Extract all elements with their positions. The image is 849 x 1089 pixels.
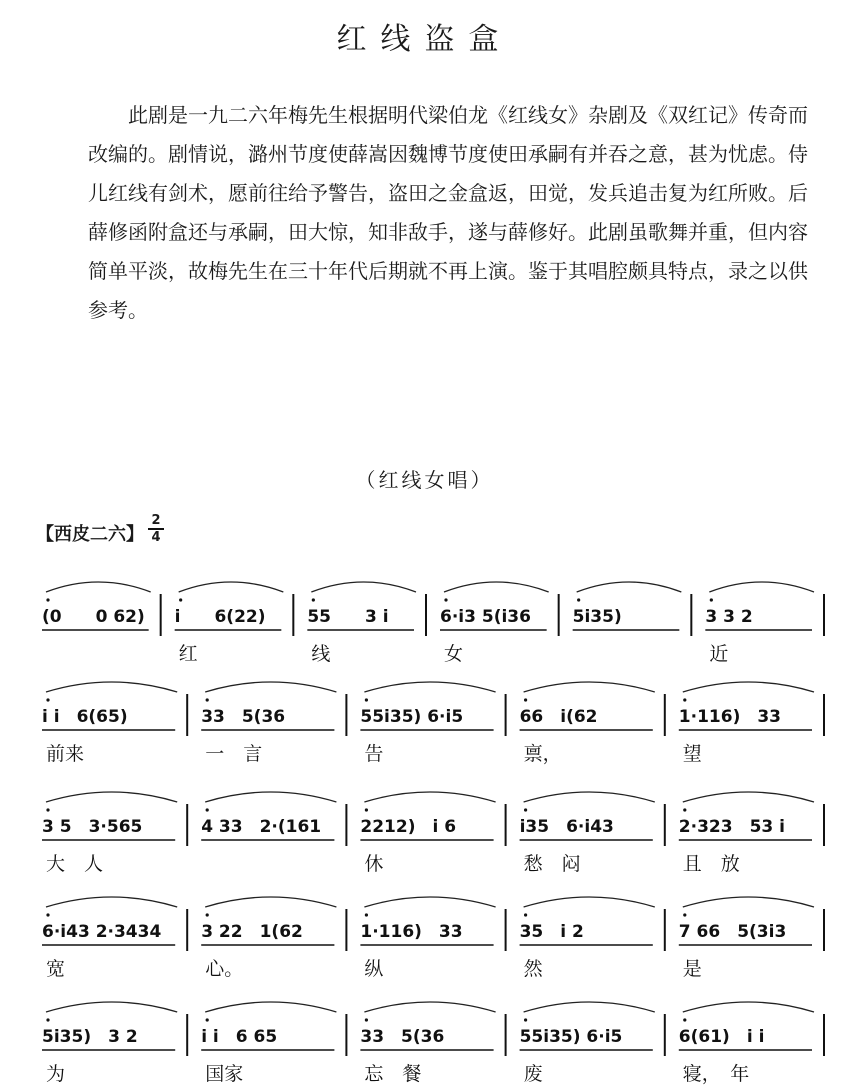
note-group: 6·i43 2·3434 bbox=[42, 922, 162, 942]
note-group: 2212) i 6 bbox=[360, 817, 457, 837]
intro-text: 此剧是一九二六年梅先生根据明代梁伯龙《红线女》杂剧及《双红记》传奇而改编的。剧情说，潞州节度使薛嵩因魏博节度使田承嗣有并吞之意，甚为忧虑。侍儿红线有剑术，愿前往给予警告，盗田之金盒返，田觉，发兵追击复为红所败。后薛修函附盒还与承嗣，田大惊，知非敌手，遂与薛修好。此剧虽歌舞并重，但内容简单平淡，故梅先生在三十年代后期就不再上演。鉴于其唱腔颇具特点，录之以供参考。 bbox=[88, 103, 808, 322]
note-group: 33 5(36 bbox=[360, 1027, 445, 1047]
slur-mark bbox=[524, 1002, 655, 1012]
slur-mark bbox=[683, 897, 814, 907]
page-title: 红线盗盒 bbox=[336, 22, 513, 57]
octave-dot bbox=[365, 698, 368, 701]
slur-mark bbox=[577, 582, 682, 592]
note-group: 3 22 1(62 bbox=[201, 922, 303, 942]
note-group: 6·i3 5(i36 bbox=[440, 607, 531, 627]
octave-dot bbox=[206, 913, 209, 916]
octave-dot bbox=[683, 913, 686, 916]
note-group: 1·116) 33 bbox=[360, 922, 463, 942]
lyric-text: 愁 闷 bbox=[523, 853, 581, 875]
note-group: (0 0 62) bbox=[42, 607, 145, 627]
note-group: 2·323 53 i bbox=[678, 817, 785, 837]
time-signature-numerator: 2 bbox=[151, 513, 161, 528]
lyric-text: 休 bbox=[364, 853, 384, 875]
lyric-text: 然 bbox=[523, 958, 543, 980]
lyric-text: 大 人 bbox=[46, 853, 104, 875]
octave-dot bbox=[46, 913, 49, 916]
note-group: 55i35) 6·i5 bbox=[519, 1027, 623, 1047]
slur-mark bbox=[709, 582, 814, 592]
octave-dot bbox=[683, 698, 686, 701]
slur-mark bbox=[205, 1002, 336, 1012]
octave-dot bbox=[312, 598, 315, 601]
note-group: i35 6·i43 bbox=[519, 817, 614, 837]
slur-mark bbox=[46, 897, 177, 907]
slur-mark bbox=[46, 682, 177, 692]
note-group: i i 6 65 bbox=[201, 1027, 278, 1047]
slur-mark bbox=[524, 897, 655, 907]
octave-dot bbox=[577, 598, 580, 601]
slur-mark bbox=[524, 792, 655, 802]
note-group: i i 6(65) bbox=[42, 707, 128, 727]
slur-mark bbox=[683, 1002, 814, 1012]
lyric-text: 告 bbox=[364, 743, 384, 765]
note-group: 35 i 2 bbox=[519, 922, 584, 942]
time-signature-denominator: 4 bbox=[151, 530, 161, 545]
octave-dot bbox=[710, 598, 713, 601]
lyric-text: 是 bbox=[682, 958, 702, 980]
note-group: 7 66 5(3i3 bbox=[678, 922, 787, 942]
octave-dot bbox=[206, 808, 209, 811]
octave-dot bbox=[365, 808, 368, 811]
octave-dot bbox=[46, 698, 49, 701]
note-group: 66 i(62 bbox=[519, 707, 598, 727]
octave-dot bbox=[524, 808, 527, 811]
lyric-text: 望 bbox=[682, 743, 702, 765]
octave-dot bbox=[206, 1018, 209, 1021]
slur-mark bbox=[205, 792, 336, 802]
slur-mark bbox=[205, 897, 336, 907]
octave-dot bbox=[683, 1018, 686, 1021]
lyric-text: 纵 bbox=[364, 958, 384, 980]
slur-mark bbox=[179, 582, 284, 592]
note-group: 3 5 3·565 bbox=[42, 817, 143, 837]
lyric-text: 线 bbox=[311, 643, 331, 665]
octave-dot bbox=[444, 598, 447, 601]
octave-dot bbox=[365, 1018, 368, 1021]
octave-dot bbox=[524, 698, 527, 701]
lyric-text: 忘 餐 bbox=[364, 1063, 422, 1085]
octave-dot bbox=[365, 913, 368, 916]
singer-label: （红线女唱） bbox=[355, 468, 494, 492]
note-group: 55i35) 6·i5 bbox=[360, 707, 464, 727]
slur-mark bbox=[311, 582, 416, 592]
octave-dot bbox=[46, 598, 49, 601]
lyric-text: 为 bbox=[46, 1063, 66, 1085]
octave-dot bbox=[524, 1018, 527, 1021]
slur-mark bbox=[683, 682, 814, 692]
lyric-text: 近 bbox=[709, 643, 729, 665]
lyric-text: 红 bbox=[178, 643, 198, 665]
octave-dot bbox=[46, 808, 49, 811]
slur-mark bbox=[524, 682, 655, 692]
lyric-text: 禀， bbox=[523, 743, 562, 765]
octave-dot bbox=[524, 913, 527, 916]
note-group: 4 33 2·(161 bbox=[201, 817, 322, 837]
lyric-text: 前来 bbox=[46, 743, 85, 765]
slur-mark bbox=[205, 682, 336, 692]
note-group: 5i35) 3 2 bbox=[42, 1027, 138, 1047]
note-group: 3 3 2 bbox=[705, 607, 753, 627]
lyric-text: 女 bbox=[444, 643, 464, 665]
octave-dot bbox=[179, 598, 182, 601]
slur-mark bbox=[364, 897, 495, 907]
slur-mark bbox=[364, 1002, 495, 1012]
note-group: 1·116) 33 bbox=[678, 707, 782, 727]
octave-dot bbox=[683, 808, 686, 811]
note-group: 6(61) i i bbox=[678, 1027, 765, 1047]
lyric-text: 宽 bbox=[46, 958, 66, 980]
lyric-text: 一 言 bbox=[205, 743, 263, 765]
lyric-text: 心。 bbox=[205, 958, 244, 980]
note-group: i 6(22) bbox=[174, 607, 266, 627]
slur-mark bbox=[364, 682, 495, 692]
slur-mark bbox=[46, 792, 177, 802]
aria-type-label: 【西皮二六】 bbox=[36, 524, 144, 545]
note-group: 55 3 i bbox=[307, 607, 389, 627]
note-group: 33 5(36 bbox=[201, 707, 286, 727]
slur-mark bbox=[46, 582, 151, 592]
slur-mark bbox=[364, 792, 495, 802]
slur-mark bbox=[683, 792, 814, 802]
lyric-text: 寝， 年 bbox=[682, 1063, 750, 1085]
octave-dot bbox=[206, 698, 209, 701]
lyric-text: 且 放 bbox=[682, 853, 740, 875]
octave-dot bbox=[46, 1018, 49, 1021]
slur-mark bbox=[444, 582, 549, 592]
lyric-text: 国家 bbox=[205, 1063, 244, 1085]
lyric-text: 废 bbox=[523, 1063, 543, 1085]
slur-mark bbox=[46, 1002, 177, 1012]
note-group: 5i35) bbox=[572, 607, 622, 627]
